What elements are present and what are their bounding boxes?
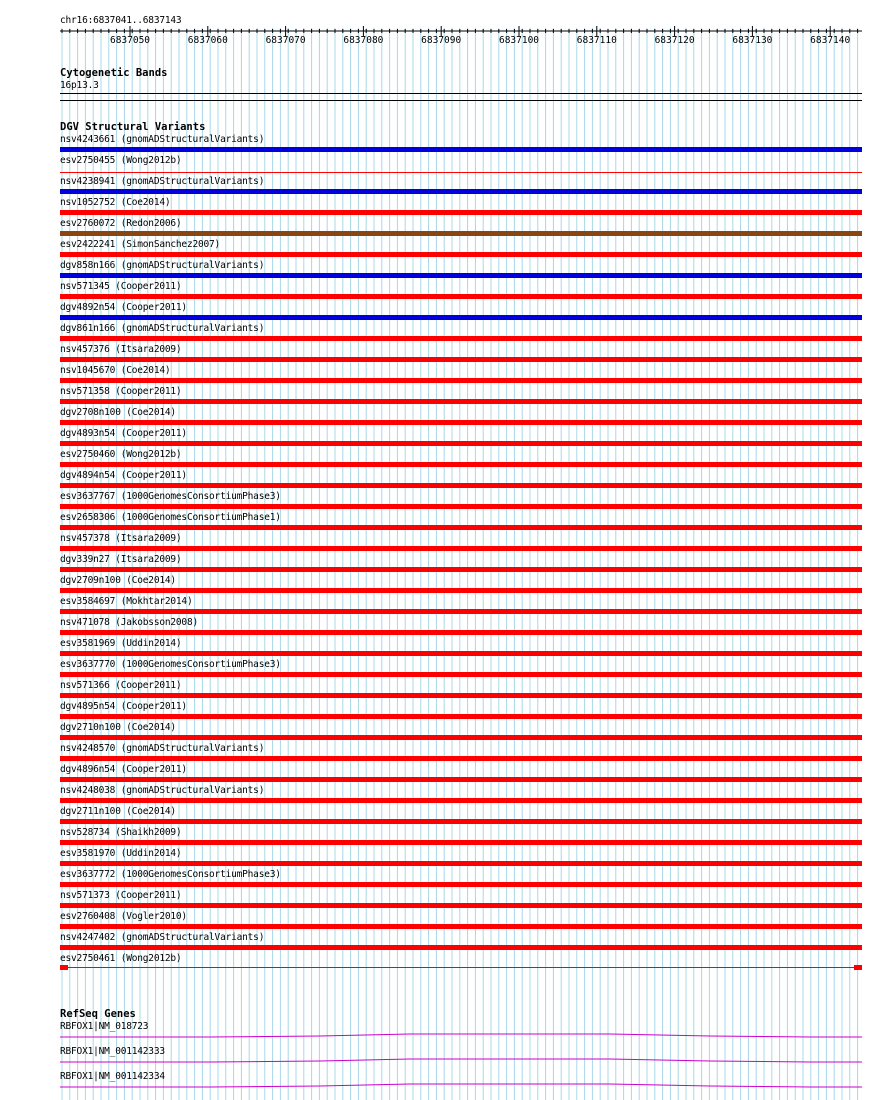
variant-bar[interactable]: [60, 441, 862, 446]
ruler-axis: [0, 0, 890, 60]
gene-feature[interactable]: [60, 1055, 862, 1067]
ruler-tick-label: 6837080: [343, 35, 384, 46]
variant-label: esv2760408 (Vogler2010): [60, 911, 187, 922]
variant-bar[interactable]: [60, 231, 862, 236]
cytogenetic-band-label: 16p13.3: [60, 80, 99, 91]
ruler-tick-label: 6837050: [109, 35, 151, 46]
ruler-tick-label: 6837100: [498, 35, 540, 46]
variant-bar[interactable]: [60, 819, 862, 824]
variant-label: dgv4893n54 (Cooper2011): [60, 428, 187, 439]
variant-bar[interactable]: [60, 294, 862, 299]
variant-bar[interactable]: [60, 588, 862, 593]
gene-label: RBFOX1|NM_001142334: [60, 1071, 165, 1082]
variant-bar[interactable]: [60, 462, 862, 467]
variant-label: esv3637767 (1000GenomesConsortiumPhase3): [60, 491, 281, 502]
variant-label: nsv528734 (Shaikh2009): [60, 827, 182, 838]
variant-bar[interactable]: [60, 840, 862, 845]
variant-bar[interactable]: [60, 882, 862, 887]
variant-label: dgv861n166 (gnomADStructuralVariants): [60, 323, 265, 334]
variant-label: dgv2710n100 (Coe2014): [60, 722, 176, 733]
variant-bar[interactable]: [60, 525, 862, 530]
variant-end-cap: [60, 965, 68, 970]
variant-label: dgv4896n54 (Cooper2011): [60, 764, 187, 775]
variant-label: esv3581970 (Uddin2014): [60, 848, 182, 859]
variant-label: dgv4894n54 (Cooper2011): [60, 470, 187, 481]
variant-bar[interactable]: [60, 420, 862, 425]
variant-label: dgv339n27 (Itsara2009): [60, 554, 182, 565]
variant-bar[interactable]: [60, 798, 862, 803]
variant-label: dgv2711n100 (Coe2014): [60, 806, 176, 817]
variant-label: esv2750461 (Wong2012b): [60, 953, 182, 964]
gene-label: RBFOX1|NM_018723: [60, 1021, 149, 1032]
variant-bar[interactable]: [60, 777, 862, 782]
variant-end-cap: [854, 965, 862, 970]
variant-label: nsv4248038 (gnomADStructuralVariants): [60, 785, 265, 796]
variant-bar[interactable]: [60, 273, 862, 278]
variant-label: esv3637770 (1000GenomesConsortiumPhase3): [60, 659, 281, 670]
coordinate-label: chr16:6837041..6837143: [60, 15, 182, 26]
variant-label: dgv4895n54 (Cooper2011): [60, 701, 187, 712]
refseq-track-title: RefSeq Genes: [60, 1008, 136, 1020]
variant-label: esv3637772 (1000GenomesConsortiumPhase3): [60, 869, 281, 880]
variant-label: dgv4892n54 (Cooper2011): [60, 302, 187, 313]
variant-bar[interactable]: [60, 546, 862, 551]
variant-label: nsv4238941 (gnomADStructuralVariants): [60, 176, 265, 187]
dgv-track-title: DGV Structural Variants: [60, 121, 206, 133]
variant-bar[interactable]: [60, 147, 862, 152]
variant-label: nsv4243661 (gnomADStructuralVariants): [60, 134, 265, 145]
gene-feature[interactable]: [60, 1030, 862, 1042]
ruler-tick-label: 6837090: [421, 35, 462, 46]
ruler-tick-label: 6837140: [810, 35, 851, 46]
variant-label: esv2750460 (Wong2012b): [60, 449, 182, 460]
ruler-tick-label: 6837130: [732, 35, 773, 46]
variant-bar[interactable]: [60, 651, 862, 656]
variant-label: dgv2709n100 (Coe2014): [60, 575, 176, 586]
variant-bar[interactable]: [60, 924, 862, 929]
ruler-tick-label: 6837070: [265, 35, 306, 46]
variant-label: nsv571345 (Cooper2011): [60, 281, 182, 292]
variant-bar[interactable]: [60, 861, 862, 866]
variant-label: nsv571358 (Cooper2011): [60, 386, 182, 397]
variant-bar[interactable]: [60, 967, 862, 968]
variant-bar[interactable]: [60, 609, 862, 614]
variant-bar[interactable]: [60, 504, 862, 509]
variant-bar[interactable]: [60, 252, 862, 257]
variant-bar[interactable]: [60, 315, 862, 320]
variant-bar[interactable]: [60, 399, 862, 404]
variant-label: nsv1052752 (Coe2014): [60, 197, 171, 208]
gene-label: RBFOX1|NM_001142333: [60, 1046, 165, 1057]
variant-label: nsv571366 (Cooper2011): [60, 680, 182, 691]
variant-label: esv2760072 (Redon2006): [60, 218, 182, 229]
variant-label: dgv2708n100 (Coe2014): [60, 407, 176, 418]
variant-label: esv2750455 (Wong2012b): [60, 155, 182, 166]
variant-bar[interactable]: [60, 172, 862, 173]
variant-label: nsv471078 (Jakobsson2008): [60, 617, 198, 628]
variant-label: nsv571373 (Cooper2011): [60, 890, 182, 901]
ruler-tick-label: 6837060: [187, 35, 228, 46]
variant-label: esv2422241 (SimonSanchez2007): [60, 239, 221, 250]
variant-bar[interactable]: [60, 756, 862, 761]
track-divider: [60, 100, 862, 101]
variant-bar[interactable]: [60, 693, 862, 698]
variant-bar[interactable]: [60, 483, 862, 488]
variant-bar[interactable]: [60, 714, 862, 719]
variant-label: nsv4248570 (gnomADStructuralVariants): [60, 743, 265, 754]
variant-bar[interactable]: [60, 630, 862, 635]
variant-label: nsv457376 (Itsara2009): [60, 344, 182, 355]
variant-bar[interactable]: [60, 672, 862, 677]
gene-line: [60, 1084, 862, 1087]
variant-label: nsv4247402 (gnomADStructuralVariants): [60, 932, 265, 943]
variant-label: esv3581969 (Uddin2014): [60, 638, 182, 649]
gene-line: [60, 1059, 862, 1062]
variant-bar[interactable]: [60, 945, 862, 950]
variant-bar[interactable]: [60, 189, 862, 194]
variant-bar[interactable]: [60, 336, 862, 341]
variant-bar[interactable]: [60, 903, 862, 908]
variant-bar[interactable]: [60, 567, 862, 572]
cytogenetic-band-line: [60, 93, 862, 94]
variant-bar[interactable]: [60, 357, 862, 362]
variant-label: dgv858n166 (gnomADStructuralVariants): [60, 260, 265, 271]
ruler-tick-label: 6837120: [654, 35, 695, 46]
variant-bar[interactable]: [60, 735, 862, 740]
variant-bar[interactable]: [60, 378, 862, 383]
variant-label: esv3584697 (Mokhtar2014): [60, 596, 193, 607]
gene-line: [60, 1034, 862, 1037]
variant-label: esv2658306 (1000GenomesConsortiumPhase1): [60, 512, 281, 523]
gene-feature[interactable]: [60, 1080, 862, 1092]
variant-label: nsv457378 (Itsara2009): [60, 533, 182, 544]
ruler-tick-label: 6837110: [576, 35, 617, 46]
variant-bar[interactable]: [60, 210, 862, 215]
cytogenetic-track-title: Cytogenetic Bands: [60, 67, 168, 79]
variant-label: nsv1045670 (Coe2014): [60, 365, 171, 376]
